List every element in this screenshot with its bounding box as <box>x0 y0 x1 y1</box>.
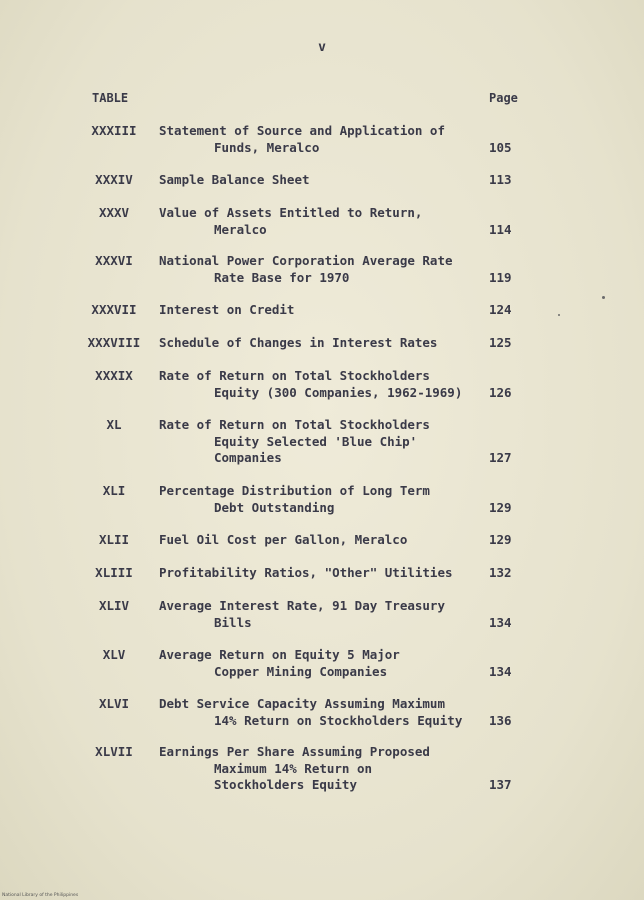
table-title-line: Rate of Return on Total Stockholders <box>159 417 430 432</box>
table-title-line: Average Return on Equity 5 Major <box>159 647 400 662</box>
table-title <box>159 598 489 631</box>
table-title <box>159 205 489 238</box>
table-title-line: Stockholders Equity <box>214 777 357 792</box>
table-title <box>159 696 489 729</box>
table-title <box>159 565 489 582</box>
table-title-line: Rate Base for 1970 <box>214 269 350 285</box>
table-number: XLIV <box>98 598 130 613</box>
table-title-line: Rate of Return on Total Stockholders <box>159 368 430 383</box>
page-reference: 129 <box>489 499 512 515</box>
table-title <box>159 302 489 319</box>
table-title-line: National Power Corporation Average Rate <box>159 253 453 268</box>
table-title-line: Equity Selected 'Blue Chip' <box>214 433 418 449</box>
table-title <box>159 417 489 467</box>
table-title-line: Meralco <box>214 221 267 237</box>
table-title <box>159 253 489 286</box>
table-title-line: Percentage Distribution of Long Term <box>159 483 430 498</box>
table-title-line: Average Interest Rate, 91 Day Treasury <box>159 598 445 613</box>
table-title <box>159 532 489 549</box>
table-number: XXXVIII <box>87 335 141 350</box>
table-number: XXXIX <box>95 368 133 383</box>
table-number: XL <box>106 417 122 432</box>
table-title-line: Maximum 14% Return on <box>214 760 373 776</box>
table-title-line: Earnings Per Share Assuming Proposed <box>159 744 430 759</box>
page-reference: 105 <box>489 139 512 155</box>
page-number: v <box>318 40 326 55</box>
page-reference: 136 <box>489 712 512 728</box>
table-number: XXXVI <box>95 253 133 268</box>
table-number: XXXV <box>98 205 130 220</box>
table-title-line: Debt Outstanding <box>214 499 335 515</box>
table-column-header: TABLE <box>92 91 129 105</box>
table-title-line: Bills <box>214 614 252 630</box>
table-title <box>159 123 489 156</box>
table-number: XLI <box>102 483 126 498</box>
page-reference: 134 <box>489 614 512 630</box>
footer-text: National Library of the Philippines <box>2 893 79 898</box>
table-title-line: Copper Mining Companies <box>214 663 388 679</box>
page-reference: 137 <box>489 777 512 792</box>
page-reference: 127 <box>489 450 512 465</box>
table-title-line: Fuel Oil Cost per Gallon, Meralco <box>159 532 408 547</box>
page-reference: 114 <box>489 221 512 237</box>
table-number: XLVII <box>95 744 133 759</box>
table-number: XXXVII <box>91 302 137 317</box>
table-number: XLII <box>98 532 130 547</box>
table-title <box>159 483 489 516</box>
table-title <box>159 368 489 401</box>
table-number: XLV <box>102 647 126 662</box>
table-title <box>159 172 489 189</box>
table-number: XLIII <box>95 565 133 580</box>
page-reference: 119 <box>489 269 512 285</box>
table-title-line: 14% Return on Stockholders Equity <box>214 712 463 728</box>
page-reference: 134 <box>489 663 512 679</box>
speck <box>602 296 605 299</box>
table-title-line: Funds, Meralco <box>214 139 320 155</box>
table-title <box>159 335 489 352</box>
table-number: XLVI <box>98 696 130 711</box>
page-reference: 126 <box>489 384 512 400</box>
page-reference: 113 <box>489 172 512 187</box>
table-title-line: Debt Service Capacity Assuming Maximum <box>159 696 445 711</box>
table-title-line: Value of Assets Entitled to Return, <box>159 205 423 220</box>
table-title-line: Profitability Ratios, "Other" Utilities <box>159 565 453 580</box>
table-title-line: Interest on Credit <box>159 302 295 317</box>
table-number: XXXIV <box>95 172 133 187</box>
page-reference: 132 <box>489 565 512 580</box>
speck <box>558 314 560 316</box>
page-reference: 125 <box>489 335 512 350</box>
table-title-line: Schedule of Changes in Interest Rates <box>159 335 438 350</box>
table-title-line: Companies <box>214 450 282 465</box>
page-reference: 124 <box>489 302 512 317</box>
table-title-line: Statement of Source and Application of <box>159 123 445 138</box>
table-title <box>159 744 489 794</box>
table-title-line: Equity (300 Companies, 1962-1969) <box>214 384 463 400</box>
table-title-line: Sample Balance Sheet <box>159 172 310 187</box>
table-number: XXXIII <box>91 123 137 138</box>
page-column-header: Page <box>489 91 518 105</box>
page-reference: 129 <box>489 532 512 547</box>
table-title <box>159 647 489 680</box>
